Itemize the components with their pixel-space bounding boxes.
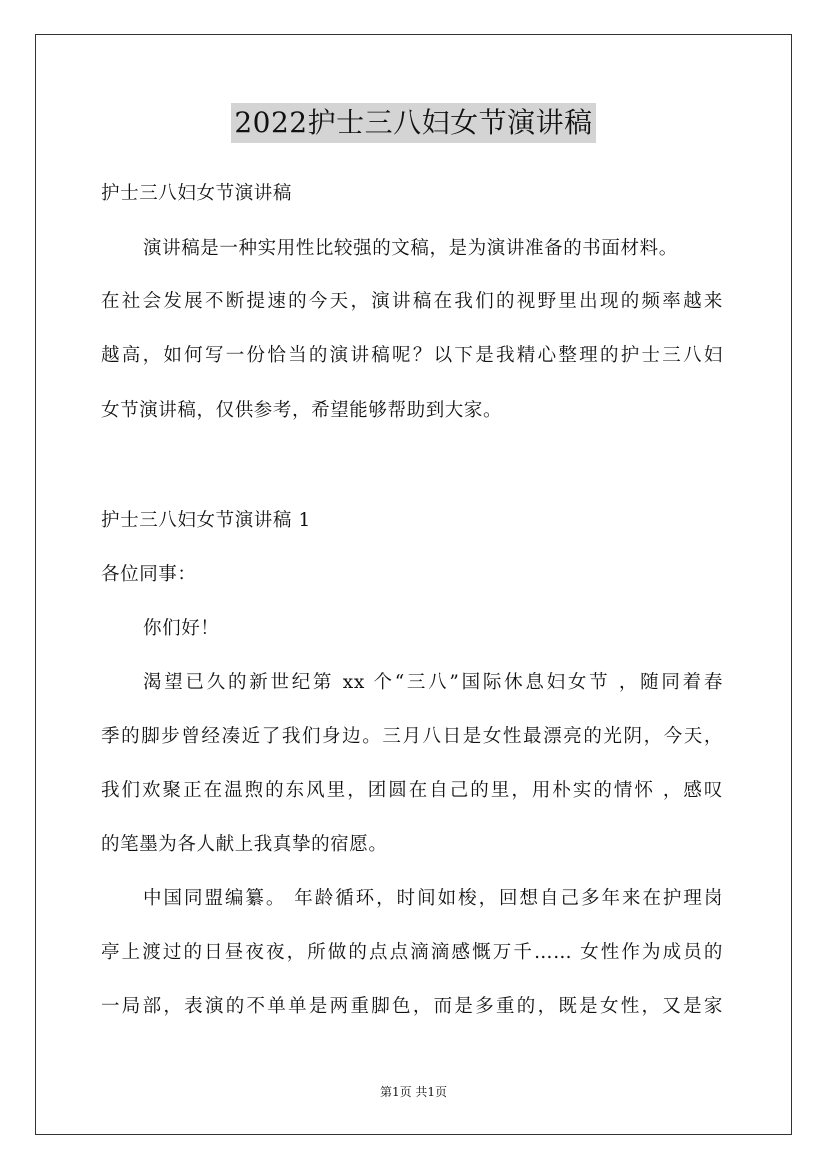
paragraph-line: 越高，如何写一份恰当的演讲稿呢？以下是我精心整理的护士三八妇 [101, 345, 723, 366]
greeting-line: 你们好！ [143, 618, 220, 639]
document-title: 2022护士三八妇女节演讲稿 [231, 103, 595, 143]
subtitle-line: 护士三八妇女节演讲稿 [101, 183, 293, 204]
paragraph-line: 一局部，表演的不单单是两重脚色，而是多重的，既是女性，又是家 [101, 996, 723, 1017]
paragraph-line: 在社会发展不断提速的今天，演讲稿在我们的视野里出现的频率越来 [101, 291, 723, 312]
paragraph-line: 亭上渡过的日昼夜夜，所做的点点滴滴感慨万千…… 女性作为成员的 [101, 942, 723, 963]
paragraph-line: 女节演讲稿，仅供参考，希望能够帮助到大家。 [101, 400, 503, 421]
paragraph-line: 渴望已久的新世纪第 xx 个“三八”国际休息妇女节 ，随同着春 [143, 672, 723, 693]
section-heading: 护士三八妇女节演讲稿 1 [101, 510, 311, 531]
title-area [0, 103, 827, 143]
page-footer: 第1页 共1页 [379, 1085, 448, 1099]
paragraph-line: 季的脚步曾经凑近了我们身边。三月八日是女性最漂亮的光阴，今天， [101, 726, 723, 747]
paragraph-line: 我们欢聚正在温煦的东风里，团圆在自己的里，用朴实的情怀 ，感叹 [101, 780, 723, 801]
salutation-line: 各位同事： [101, 564, 197, 585]
paragraph-line: 的笔墨为各人献上我真挚的宿愿。 [101, 834, 388, 855]
paragraph-line: 演讲稿是一种实用性比较强的文稿，是为演讲准备的书面材料。 [143, 238, 678, 259]
paragraph-line: 中国同盟编纂。 年龄循环，时间如梭，回想自己多年来在护理岗 [143, 888, 723, 909]
